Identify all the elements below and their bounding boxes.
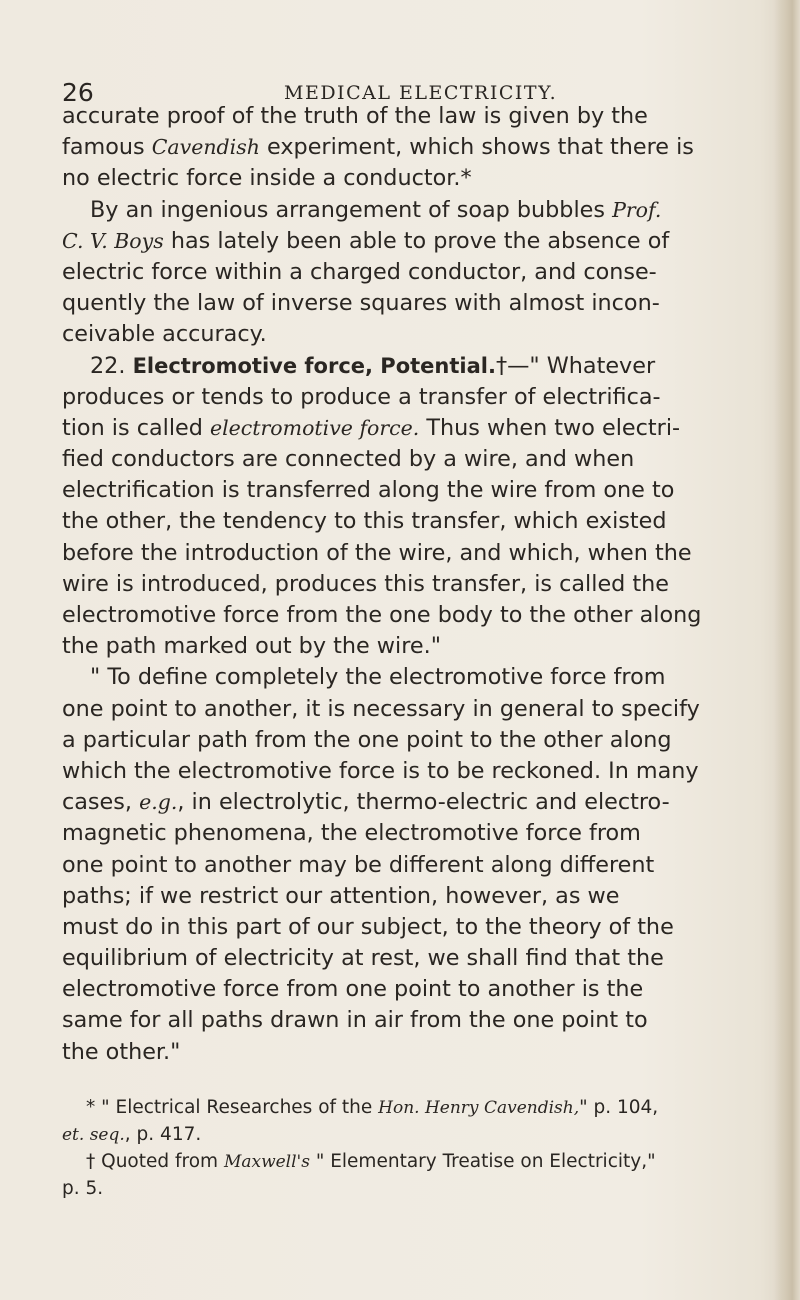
text-line <box>62 195 742 226</box>
text-line <box>62 413 742 444</box>
text-line <box>62 319 742 350</box>
text-span: " To define completely the electromotive force from <box>90 664 666 691</box>
text-span: " Elementary Treatise on Electricity," <box>309 1151 656 1172</box>
text-line <box>62 787 742 818</box>
italic-span: Cavendish <box>151 135 260 160</box>
text-span: electric force within a charged conductor, and conse- <box>62 258 657 285</box>
text-line <box>62 850 742 881</box>
text-line <box>62 694 742 725</box>
text-span: Thus when two electri- <box>419 414 681 441</box>
text-span: must do in this part of our subject, to the theory of the <box>62 913 674 940</box>
text-span: same for all paths drawn in air from the one point to <box>62 1007 648 1034</box>
italic-span: electromotive force. <box>209 415 420 440</box>
text-line <box>62 974 742 1005</box>
section-number: 22. <box>90 352 133 379</box>
text-span: no electric force inside a conductor.* <box>62 165 472 192</box>
text-span: famous <box>62 134 152 161</box>
section-heading-line <box>62 351 742 382</box>
text-span: † Quoted from <box>86 1151 224 1172</box>
footnote-line <box>62 1121 742 1148</box>
text-span: the other, the tendency to this transfer, which existed <box>62 508 667 535</box>
text-line <box>62 912 742 943</box>
text-line <box>62 569 742 600</box>
text-span: , in electrolytic, thermo-electric and electro- <box>177 789 670 816</box>
text-span: By an ingenious arrangement of soap bubbles <box>90 196 613 223</box>
text-span: quently the law of inverse squares with almost incon- <box>62 290 660 317</box>
text-span: , p. 417. <box>124 1124 202 1145</box>
text-span: equilibrium of electricity at rest, we shall find that the <box>62 945 664 972</box>
text-line <box>62 1037 742 1068</box>
text-span: the other." <box>62 1038 181 1065</box>
text-span: wire is introduced, produces this transfer, is called the <box>62 570 669 597</box>
text-line <box>62 1005 742 1036</box>
italic-span: Maxwell's <box>223 1152 310 1172</box>
italic-span: Prof. <box>612 197 662 222</box>
text-span: before the introduction of the wire, and which, when the <box>62 539 692 566</box>
footnote-line <box>62 1175 742 1202</box>
footnote <box>62 1148 742 1175</box>
text-span: ceivable accuracy. <box>62 321 267 348</box>
text-span: magnetic phenomena, the electromotive force from <box>62 820 641 847</box>
text-line <box>62 475 742 506</box>
text-line <box>62 538 742 569</box>
text-line <box>62 132 742 163</box>
italic-span: Hon. Henry Cavendish, <box>378 1098 580 1118</box>
italic-span: e.g. <box>139 790 178 815</box>
text-span: a particular path from the one point to the other along <box>62 726 672 753</box>
italic-span: et. seq. <box>62 1125 125 1145</box>
text-span: electrification is transferred along the wire from one to <box>62 477 675 504</box>
text-line <box>62 943 742 974</box>
section-heading: Electromotive force, Potential. <box>132 353 496 378</box>
running-title: MEDICAL ELECTRICITY. <box>284 82 558 104</box>
page-number: 26 <box>62 78 94 107</box>
text-line <box>62 257 742 288</box>
text-line <box>62 725 742 756</box>
text-span: experiment, which shows that there is <box>259 134 694 161</box>
text-line <box>62 506 742 537</box>
text-line <box>62 101 742 132</box>
footnotes <box>62 1094 742 1202</box>
body-text <box>62 101 742 1068</box>
text-span: fied conductors are connected by a wire, and when <box>62 446 635 473</box>
text-span: which the electromotive force is to be reckoned. In many <box>62 757 699 784</box>
text-span: cases, <box>62 789 140 816</box>
text-line <box>62 163 742 194</box>
text-line <box>62 288 742 319</box>
text-span: accurate proof of the truth of the law is given by the <box>62 103 648 129</box>
text-span: one point to another, it is necessary in general to specify <box>62 695 700 722</box>
text-span: has lately been able to prove the absence of <box>163 227 670 254</box>
text-span: one point to another may be different along different <box>62 851 655 878</box>
text-span: the path marked out by the wire." <box>62 633 441 660</box>
text-span: paths; if we restrict our attention, however, as we <box>62 882 620 909</box>
text-span: electromotive force from one point to another is the <box>62 976 644 1003</box>
text-line <box>62 881 742 912</box>
text-line <box>62 756 742 787</box>
text-line <box>62 382 742 413</box>
text-span: p. 5. <box>62 1178 104 1199</box>
footnote <box>62 1094 742 1121</box>
italic-span: C. V. Boys <box>62 228 164 253</box>
text-span: * " Electrical Researches of the <box>86 1097 379 1118</box>
page-edge <box>774 0 800 1300</box>
text-line <box>62 818 742 849</box>
text-line <box>62 631 742 662</box>
text-span: †—" Whatever <box>495 352 656 379</box>
text-line <box>62 226 742 257</box>
text-span: produces or tends to produce a transfer of electrifica- <box>62 383 661 410</box>
text-span: tion is called <box>62 414 210 441</box>
text-span: " p. 104, <box>579 1097 659 1118</box>
text-span: electromotive force from the one body to the other along <box>62 602 702 628</box>
text-line <box>62 600 742 631</box>
text-line <box>62 662 742 693</box>
text-line <box>62 444 742 475</box>
